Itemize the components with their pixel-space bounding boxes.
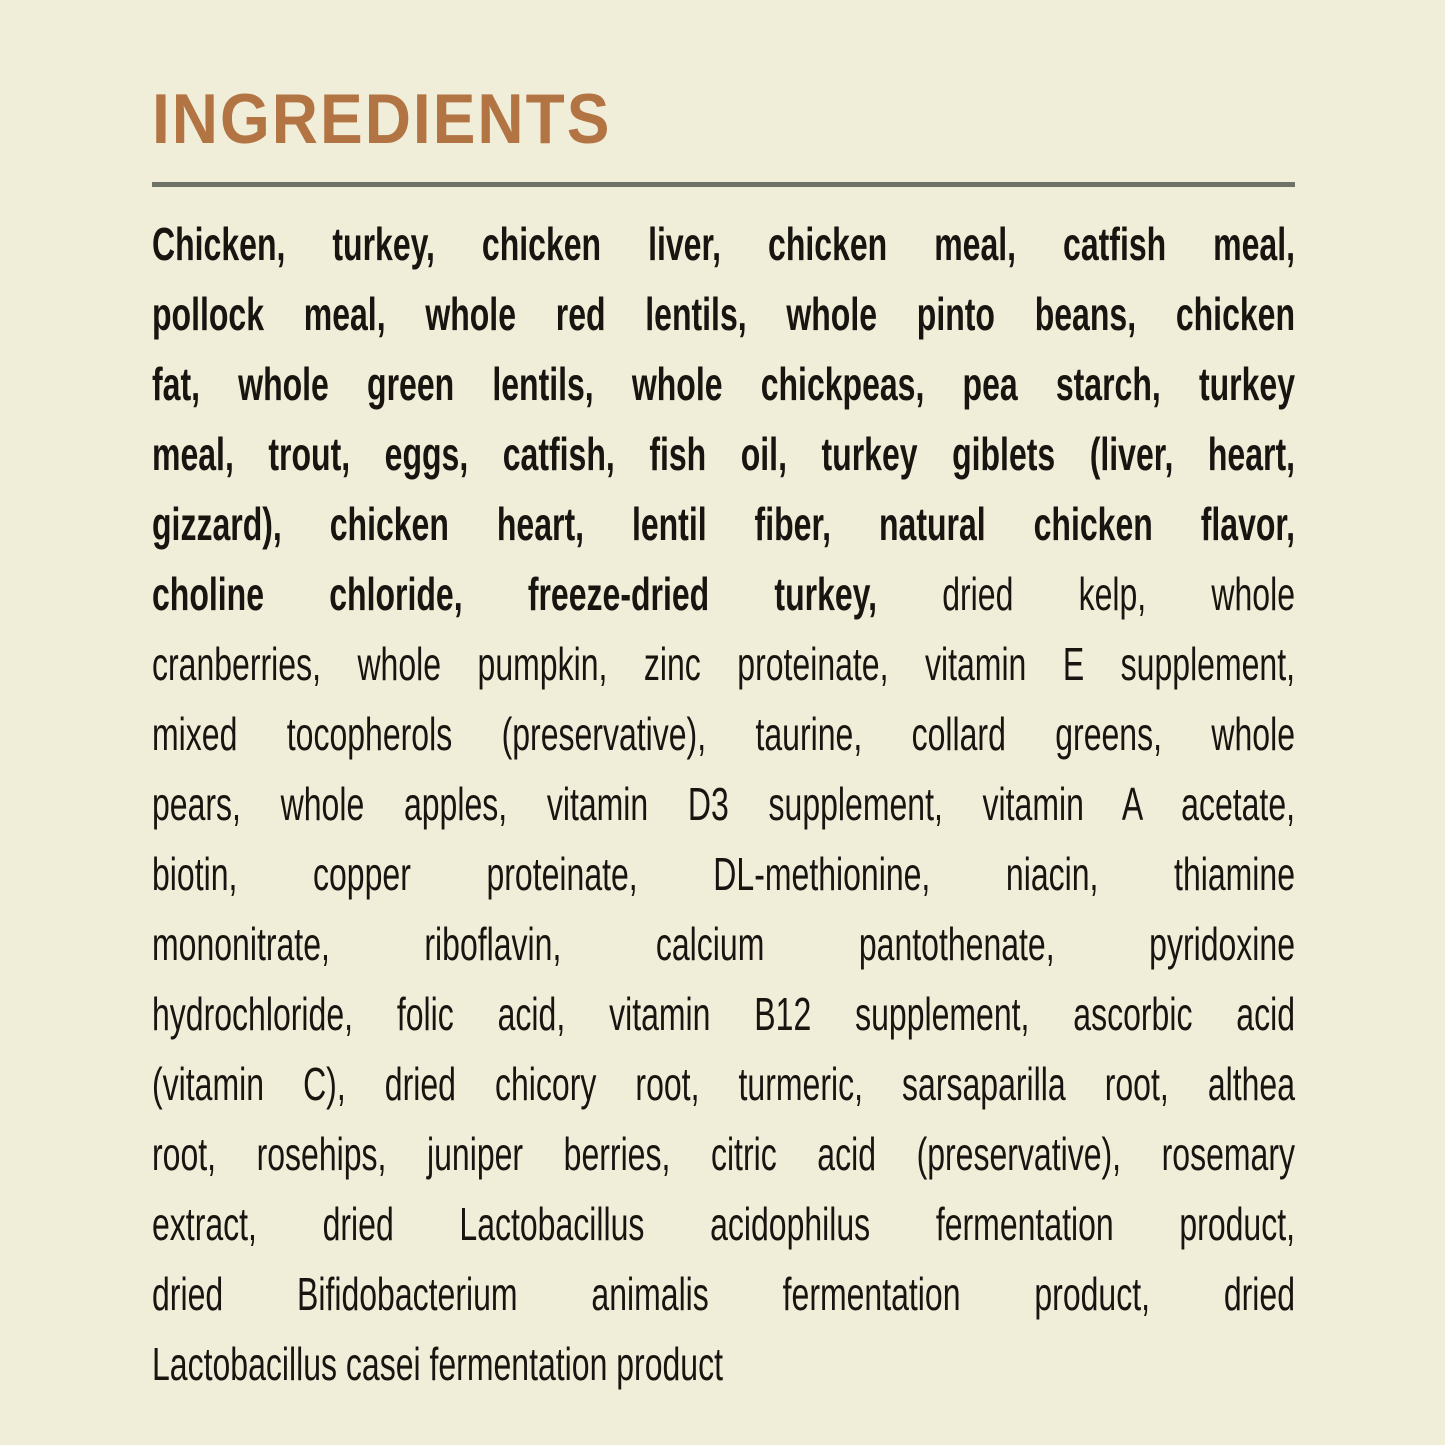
ingredient-text-regular: root, rosehips, juniper berries, citric acid (preservative), rosemary bbox=[152, 1127, 1295, 1181]
ingredient-text-regular: dried kelp, whole bbox=[876, 567, 1295, 621]
ingredient-text-bold: choline chloride, freeze-dried turkey, bbox=[152, 567, 877, 621]
ingredient-text-regular: Lactobacillus casei fermentation product bbox=[152, 1337, 723, 1391]
ingredient-text-bold: fat, whole green lentils, whole chickpeas, pea starch, turkey bbox=[152, 357, 1295, 411]
ingredient-text-regular: mononitrate, riboflavin, calcium pantothenate, pyridoxine bbox=[152, 917, 1295, 971]
ingredient-text-regular: mixed tocopherols (preservative), taurine, collard greens, whole bbox=[152, 707, 1295, 761]
ingredient-text-bold: Chicken, turkey, chicken liver, chicken meal, catfish meal, bbox=[152, 217, 1295, 271]
ingredients-heading: INGREDIENTS bbox=[152, 79, 612, 159]
ingredient-text-regular: hydrochloride, folic acid, vitamin B12 supplement, ascorbic acid bbox=[152, 987, 1295, 1041]
ingredient-text-regular: pears, whole apples, vitamin D3 supplement, vitamin A acetate, bbox=[152, 777, 1295, 831]
ingredient-text-bold: gizzard), chicken heart, lentil fiber, natural chicken flavor, bbox=[152, 497, 1295, 551]
ingredient-line bbox=[152, 1313, 1295, 1415]
ingredient-text-regular: (vitamin C), dried chicory root, turmeric, sarsaparilla root, althea bbox=[152, 1057, 1295, 1111]
ingredient-text-bold: meal, trout, eggs, catfish, fish oil, turkey giblets (liver, heart, bbox=[152, 427, 1295, 481]
ingredients-text-block bbox=[152, 209, 1295, 1399]
ingredient-text-bold: pollock meal, whole red lentils, whole pinto beans, chicken bbox=[152, 287, 1295, 341]
ingredient-text-regular: dried Bifidobacterium animalis fermentation product, dried bbox=[152, 1267, 1295, 1321]
ingredient-text-regular: extract, dried Lactobacillus acidophilus fermentation product, bbox=[152, 1197, 1295, 1251]
heading-divider-rule bbox=[152, 182, 1295, 187]
ingredient-text-regular: biotin, copper proteinate, DL-methionine, niacin, thiamine bbox=[152, 847, 1295, 901]
ingredient-text-regular: cranberries, whole pumpkin, zinc proteinate, vitamin E supplement, bbox=[152, 637, 1295, 691]
